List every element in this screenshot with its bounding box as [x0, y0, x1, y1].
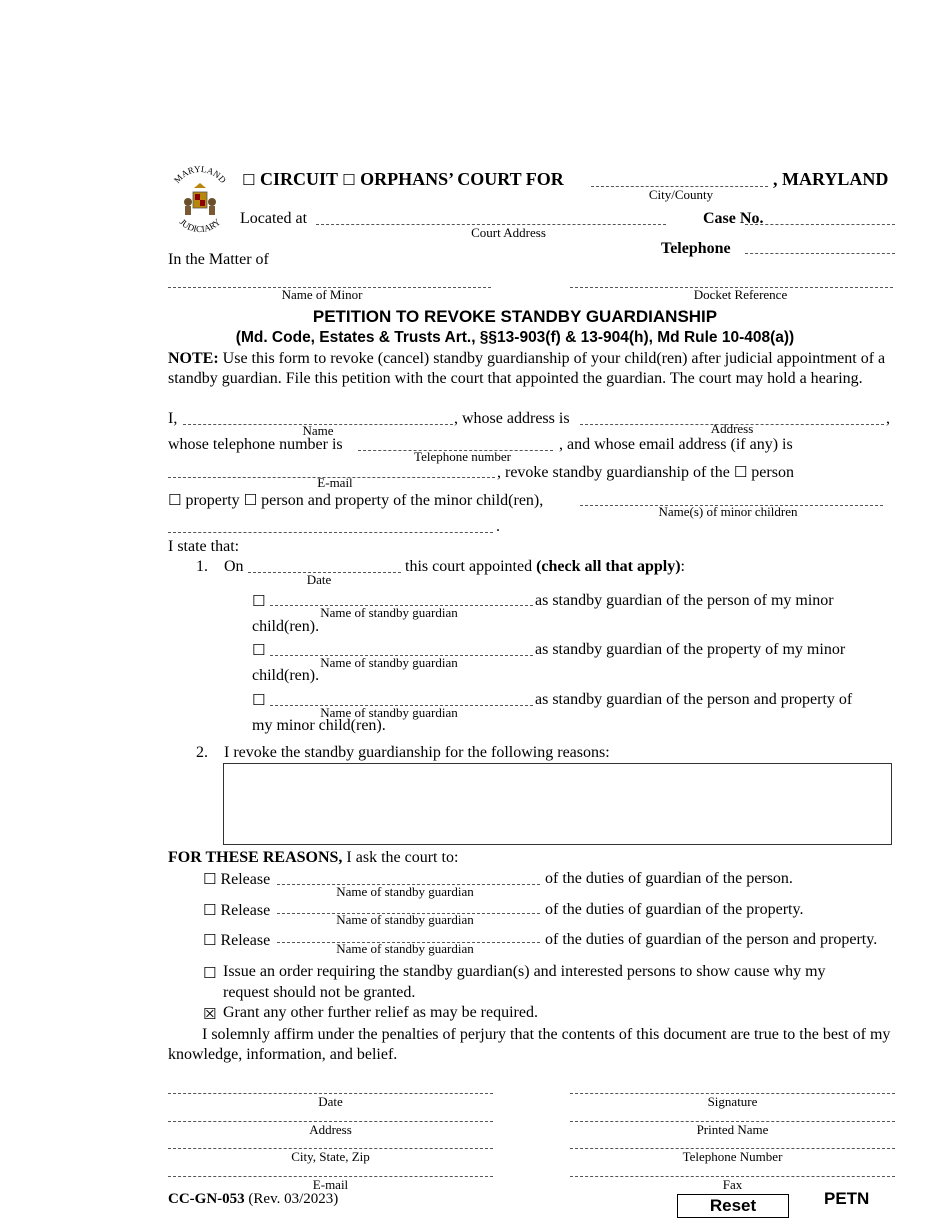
guardian-person-checkbox[interactable]: ☐	[252, 592, 266, 610]
show-cause-checkbox[interactable]: ☐	[203, 964, 217, 982]
court-address-caption: Court Address	[471, 225, 546, 240]
guardian-property-checkbox[interactable]: ☐	[252, 641, 266, 659]
signature-caption: Signature	[707, 1094, 758, 1109]
telephone-label: Telephone	[661, 240, 731, 257]
email-label: , and whose email address (if any) is	[559, 436, 793, 453]
appointment-date-caption: Date	[306, 572, 332, 587]
on-label: On	[224, 558, 244, 575]
guardian-name-caption: Name of standby guardian	[320, 605, 458, 620]
petitioner-address-caption: Address	[710, 421, 754, 436]
note-text: Use this form to revoke (cancel) standby guardianship of your child(ren) after judicial appointment of a standby guardian. File this petition with the court that appointed the guardian. The court may hold a hearing.	[168, 350, 886, 387]
case-no-field[interactable]	[745, 224, 895, 225]
located-at-label: Located at	[240, 210, 308, 227]
guardian-property-text-cont: child(ren).	[252, 667, 320, 684]
release-person-property-checkbox[interactable]: ☐	[203, 931, 217, 949]
note-paragraph	[168, 349, 895, 389]
city-county-caption: City/County	[648, 187, 714, 202]
case-no-label: Case No.	[703, 210, 764, 227]
court-telephone-field[interactable]	[745, 253, 895, 254]
item-2-number: 2.	[196, 744, 208, 761]
orphans-court-checkbox[interactable]: ☐	[342, 171, 356, 189]
guardian-person-property-text-cont: my minor child(ren).	[252, 717, 386, 734]
address-caption: Address	[309, 1122, 352, 1137]
form-subtitle: (Md. Code, Estates & Trusts Art., §§13-903(f) & 13-904(h), Md Rule 10-408(a))	[235, 329, 795, 346]
i-state-that-label: I state that:	[168, 538, 240, 555]
further-relief-checkbox[interactable]: ☒	[203, 1005, 217, 1023]
form-number: CC-GN-053	[168, 1191, 245, 1207]
affirmation-paragraph: I solemnly affirm under the penalties of perjury that the contents of this document are true to the best of my knowledge, information, and belief.	[168, 1026, 891, 1063]
guardian-property-text: as standby guardian of the property of my minor	[535, 641, 846, 658]
in-the-matter-of-label: In the Matter of	[168, 251, 269, 268]
form-code: PETN	[824, 1189, 870, 1208]
property-label: property	[185, 492, 240, 509]
petitioner-email-caption: E-mail	[317, 475, 353, 490]
maryland-judiciary-seal	[166, 164, 232, 238]
release-person-text: of the duties of guardian of the person.	[545, 870, 793, 887]
person-and-property-checkbox[interactable]: ☐	[243, 491, 258, 509]
release-property-line	[203, 901, 270, 920]
colon: :	[680, 558, 685, 575]
for-these-reasons-line	[168, 849, 458, 867]
release-label: Release	[220, 932, 271, 949]
city-state-zip-caption: City, State, Zip	[291, 1149, 370, 1164]
i-label: I,	[168, 410, 178, 427]
release-person-line	[203, 870, 270, 889]
form-title: PETITION TO REVOKE STANDBY GUARDIANSHIP	[312, 307, 718, 326]
person-checkbox[interactable]: ☐	[733, 463, 748, 481]
show-cause-text: Issue an order requiring the standby guardian(s) and interested persons to show cause why my	[223, 963, 826, 980]
circuit-option	[242, 169, 564, 190]
guardian-name-caption: Name of standby guardian	[336, 941, 474, 956]
maryland-label: , MARYLAND	[773, 169, 889, 189]
release-person-checkbox[interactable]: ☐	[203, 870, 217, 888]
item-1-number: 1.	[196, 558, 208, 575]
release-label: Release	[220, 871, 271, 888]
appointed-line	[405, 558, 685, 576]
minor-children-names-field-cont[interactable]	[168, 532, 493, 533]
date-caption: Date	[318, 1094, 343, 1109]
petitioner-telephone-caption: Telephone number	[414, 449, 511, 464]
reasons-textarea[interactable]	[223, 763, 892, 845]
item-2-text: I revoke the standby guardianship for the following reasons:	[224, 744, 610, 761]
svg-text:MARYLAND: MARYLAND	[171, 164, 229, 186]
guardian-name-caption: Name of standby guardian	[320, 705, 458, 720]
release-property-text: of the duties of guardian of the property.	[545, 901, 804, 918]
further-relief-text: Grant any other further relief as may be required.	[223, 1004, 538, 1021]
property-checkbox[interactable]: ☐	[168, 491, 182, 509]
guardian-name-caption: Name of standby guardian	[336, 884, 474, 899]
person-and-property-label: person and property of the minor child(ren),	[261, 492, 544, 509]
printed-name-caption: Printed Name	[696, 1122, 769, 1137]
petitioner-name-caption: Name	[302, 423, 334, 438]
period: .	[496, 518, 500, 535]
check-all-text: (check all that apply)	[536, 558, 681, 575]
revoke-text: , revoke standby guardianship of the	[497, 464, 730, 481]
form-number-line	[168, 1191, 338, 1208]
telephone-number-label: whose telephone number is	[168, 436, 343, 453]
docket-reference-caption: Docket Reference	[693, 287, 788, 302]
release-person-property-line	[203, 931, 270, 950]
guardian-person-property-checkbox[interactable]: ☐	[252, 691, 266, 709]
telephone-number-caption: Telephone Number	[682, 1149, 783, 1164]
guardian-name-caption: Name of standby guardian	[320, 655, 458, 670]
guardian-name-caption: Name of standby guardian	[336, 912, 474, 927]
address-label: , whose address is	[454, 410, 570, 427]
show-cause-text-cont: request should not be granted.	[223, 984, 416, 1001]
guardian-person-text-cont: child(ren).	[252, 618, 320, 635]
minor-children-caption: Name(s) of minor children	[658, 504, 798, 519]
property-line	[168, 491, 543, 510]
appointed-text: this court appointed	[405, 558, 533, 575]
circuit-checkbox[interactable]: ☐	[242, 171, 256, 189]
release-property-checkbox[interactable]: ☐	[203, 901, 217, 919]
orphans-court-label: ORPHANS’ COURT FOR	[360, 169, 564, 189]
email-caption: E-mail	[312, 1177, 349, 1192]
circuit-label: CIRCUIT	[259, 169, 338, 189]
note-label: NOTE:	[168, 350, 219, 367]
for-these-reasons-heading: FOR THESE REASONS,	[168, 849, 343, 866]
fax-caption: Fax	[722, 1177, 743, 1192]
ask-court-text: I ask the court to:	[342, 849, 459, 866]
revoke-line	[497, 463, 794, 482]
person-label: person	[751, 464, 794, 481]
release-label: Release	[220, 902, 271, 919]
guardian-person-text: as standby guardian of the person of my minor	[535, 592, 834, 609]
comma: ,	[886, 410, 890, 427]
minor-name-caption: Name of Minor	[281, 287, 363, 302]
guardian-person-property-text: as standby guardian of the person and property of	[535, 691, 853, 708]
svg-text:JUDICIARY: JUDICIARY	[177, 216, 223, 235]
reset-button[interactable]: Reset	[677, 1194, 789, 1218]
release-person-property-text: of the duties of guardian of the person and property.	[545, 931, 878, 948]
form-revision: (Rev. 03/2023)	[244, 1191, 339, 1207]
